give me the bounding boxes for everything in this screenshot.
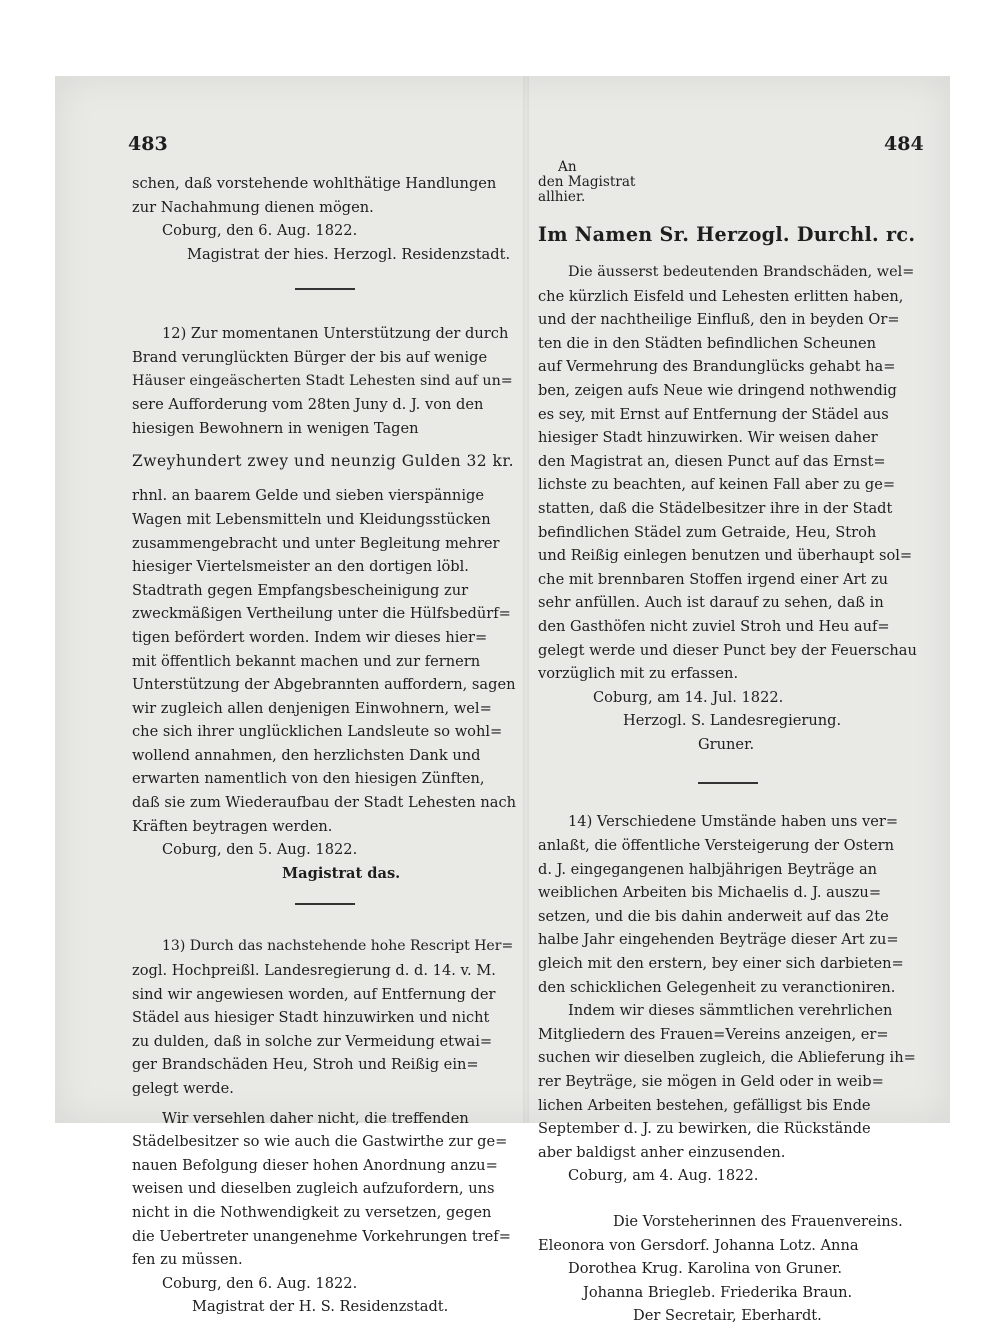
text-line: zogl. Hochpreißl. Landesregierung d. d. 14. v. M.	[132, 962, 496, 980]
signature-line: Johanna Briegleb. Friederika Braun.	[583, 1283, 853, 1301]
date-line: Coburg, am 14. Jul. 1822.	[593, 688, 784, 706]
text-line: weisen und dieselben zugleich aufzufordern, uns	[132, 1180, 495, 1198]
text-line: suchen wir dieselben zugleich, die Ablieferung ih=	[538, 1049, 916, 1067]
text-line: zweckmäßigen Vertheilung unter die Hülfsbedürf=	[132, 605, 511, 623]
signature-line: Der Secretair, Eberhardt.	[633, 1307, 822, 1325]
text-line: aber baldigst anher einzusenden.	[538, 1143, 786, 1161]
text-line: lichen Arbeiten bestehen, gefälligst bis Ende	[538, 1096, 871, 1114]
text-line: tigen befördert worden. Indem wir dieses hier=	[132, 628, 488, 646]
text-line: daß sie zum Wiederaufbau der Stadt Lehesten nach	[132, 794, 517, 812]
text-line: erwarten namentlich von den hiesigen Zünften,	[132, 770, 485, 788]
text-line: hiesigen Bewohnern in wenigen Tagen	[132, 419, 419, 437]
text-line: Die äusserst bedeutenden Brandschäden, wel=	[568, 264, 915, 280]
page-number-right: 484	[884, 133, 924, 155]
text-line: weiblichen Arbeiten bis Michaelis d. J. auszu=	[538, 884, 882, 902]
item-13	[132, 935, 517, 1319]
text-line: rer Beyträge, sie mögen in Geld oder in weib=	[538, 1073, 884, 1090]
item-14	[538, 810, 918, 1327]
date-line: Coburg, am 4. Aug. 1822.	[568, 1167, 759, 1185]
text-line: Kräften beytragen werden.	[132, 817, 333, 835]
text-line: 13) Durch das nachstehende hohe Rescript Her=	[162, 938, 514, 955]
text-line: Wir versehlen daher nicht, die treffenden	[162, 1109, 469, 1127]
text-line: mit öffentlich bekannt machen und zur fernern	[132, 652, 481, 670]
text-line: fen zu müssen.	[132, 1251, 243, 1269]
text-line: che mit brennbaren Stoffen irgend einer Art zu	[538, 570, 889, 588]
text-line: sehr anfüllen. Auch ist darauf zu sehen, daß in	[538, 594, 884, 612]
signature-line: Eleonora von Gersdorf. Johanna Lotz. Anna	[538, 1236, 859, 1254]
page-number-left: 483	[128, 133, 168, 155]
text-line: den Gasthöfen nicht zuviel Stroh und Heu auf=	[538, 617, 890, 635]
text-line: ger Brandschäden Heu, Stroh und Reißig ein=	[132, 1056, 479, 1074]
address-line: An	[558, 159, 577, 175]
page-gutter	[523, 76, 529, 1123]
text-line: Stadtrath gegen Empfangsbescheinigung zur	[132, 581, 469, 599]
text-line: befindlichen Städel zum Getraide, Heu, Stroh	[538, 523, 877, 541]
rescript-body	[538, 261, 918, 756]
text-line: den schicklichen Gelegenheit zu veranctioniren.	[538, 978, 896, 996]
text-line: schen, daß vorstehende wohlthätige Handlungen	[132, 175, 497, 192]
closing-notice	[132, 172, 517, 266]
text-line: gleich mit den erstern, bey einer sich darbieten=	[538, 955, 904, 973]
text-line: che kürzlich Eisfeld und Lehesten erlitten haben,	[538, 287, 904, 305]
signature-line: Herzogl. S. Landesregierung.	[623, 712, 842, 730]
text-line: halbe Jahr eingehenden Beyträge dieser Art zu=	[538, 931, 899, 949]
text-line: Wagen mit Lebensmitteln und Kleidungsstücken	[132, 510, 491, 528]
text-line: 14) Verschiedene Umstände haben uns ver=	[568, 813, 899, 831]
date-line: Coburg, den 5. Aug. 1822.	[162, 841, 358, 859]
signature-line: Magistrat der H. S. Residenzstadt.	[192, 1298, 449, 1316]
text-line: und der nachtheilige Einfluß, den in beyden Or=	[538, 311, 900, 329]
text-line: zu dulden, daß in solche zur Vermeidung etwai=	[132, 1032, 493, 1050]
address-line: den Magistrat	[538, 174, 636, 190]
address-line: allhier.	[538, 189, 586, 205]
address-block	[538, 160, 918, 205]
text-line: Städel aus hiesiger Stadt hinzuwirken und nicht	[132, 1009, 490, 1027]
signature-line: Dorothea Krug. Karolina von Gruner.	[568, 1260, 842, 1278]
text-line: statten, daß die Städelbesitzer ihre in der Stadt	[538, 499, 893, 517]
text-line: Städelbesitzer so wie auch die Gastwirthe zur ge=	[132, 1133, 508, 1151]
text-line: zusammengebracht und unter Begleitung mehrer	[132, 534, 500, 552]
date-line: Coburg, den 6. Aug. 1822.	[162, 222, 358, 240]
text-line: gelegt werde.	[132, 1080, 234, 1097]
signature-line: Die Vorsteherinnen des Frauenvereins.	[613, 1212, 903, 1230]
text-line: sind wir angewiesen worden, auf Entfernung der	[132, 985, 496, 1003]
text-line: zur Nachahmung dienen mögen.	[132, 198, 374, 216]
text-line: ten die in den Städten befindlichen Scheunen	[538, 334, 877, 352]
text-line: Unterstützung der Abgebrannten auffordern, sagen	[132, 676, 516, 694]
item-12	[132, 322, 517, 885]
signature-line: Gruner.	[698, 735, 755, 753]
amount-line: Zweyhundert zwey und neunzig Gulden 32 kr.	[132, 452, 515, 471]
text-line: rhnl. an baarem Gelde und sieben vierspännige	[132, 487, 484, 505]
text-line: che sich ihrer unglücklichen Landsleute so wohl=	[132, 723, 503, 741]
text-line: auf Vermehrung des Brandunglücks gehabt ha=	[538, 358, 896, 376]
signature-line: Magistrat das.	[282, 864, 401, 882]
text-line: und Reißig einlegen benutzen und überhaupt sol=	[538, 547, 913, 565]
text-line: vorzüglich mit zu erfassen.	[538, 665, 739, 683]
text-line: ben, zeigen aufs Neue wie dringend nothwendig	[538, 381, 897, 399]
text-line: Häuser eingeäscherten Stadt Lehesten sind auf un=	[132, 372, 513, 389]
date-line: Coburg, den 6. Aug. 1822.	[162, 1274, 358, 1292]
text-line: den Magistrat an, diesen Punct auf das Ernst=	[538, 452, 886, 470]
text-line: gelegt werde und dieser Punct bey der Feuerschau	[538, 641, 917, 659]
right-column	[538, 160, 918, 1328]
text-line: anlaßt, die öffentliche Versteigerung der Ostern	[538, 837, 895, 855]
text-line: Indem wir dieses sämmtlichen verehrlichen	[568, 1002, 893, 1020]
text-line: Brand verunglückten Bürger der bis auf wenige	[132, 348, 488, 366]
text-line: setzen, und die bis dahin anderweit auf das 2te	[538, 907, 889, 925]
text-line: sere Aufforderung vom 28ten Juny d. J. von den	[132, 396, 484, 414]
text-line: wir zugleich allen denjenigen Einwohnern, wel=	[132, 699, 492, 717]
text-line: Mitgliedern des Frauen=Vereins anzeigen, er=	[538, 1025, 889, 1043]
left-column	[132, 172, 517, 1319]
text-line: hiesiger Viertelsmeister an den dortigen löbl.	[132, 558, 469, 576]
text-line: die Uebertreter unangenehme Vorkehrungen tref=	[132, 1227, 511, 1245]
text-line: nauen Befolgung dieser hohen Anordnung anzu=	[132, 1156, 498, 1174]
text-line: es sey, mit Ernst auf Entfernung der Städel aus	[538, 405, 889, 423]
text-line: d. J. eingegangenen halbjährigen Beyträge an	[538, 860, 878, 878]
text-line: nicht in die Nothwendigkeit zu versetzen, gegen	[132, 1203, 492, 1221]
text-line: September d. J. zu bewirken, die Rückstände	[538, 1120, 871, 1138]
text-line: 12) Zur momentanen Unterstützung der durch	[162, 325, 509, 343]
rescript-heading: Im Namen Sr. Herzogl. Durchl. rc.	[538, 223, 916, 246]
text-line: lichste zu beachten, auf keinen Fall aber zu ge=	[538, 476, 896, 494]
text-line: wollend annahmen, den herzlichsten Dank und	[132, 746, 481, 764]
text-line: hiesiger Stadt hinzuwirken. Wir weisen daher	[538, 429, 878, 447]
signature-line: Magistrat der hies. Herzogl. Residenzstadt.	[187, 245, 511, 263]
